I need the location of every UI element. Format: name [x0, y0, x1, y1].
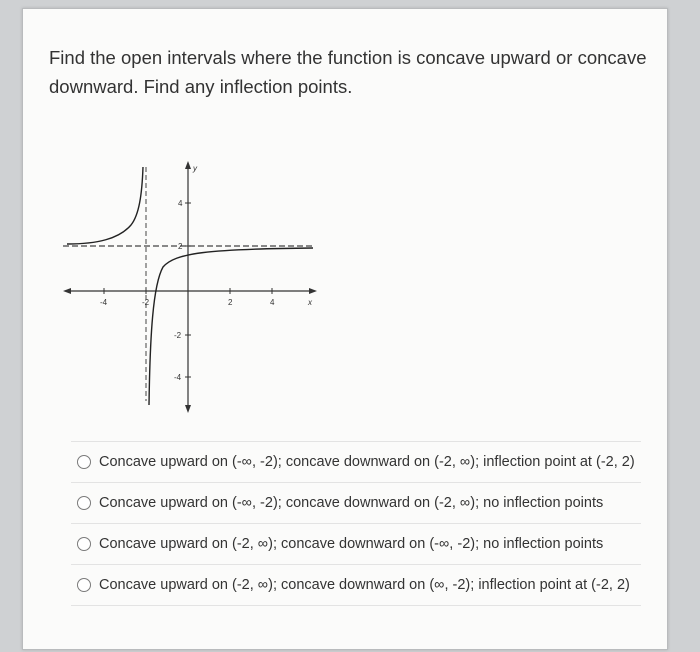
function-graph [57, 155, 327, 417]
tick-label-y-neg2: -2 [174, 331, 182, 340]
radio-button[interactable] [77, 578, 91, 592]
tick-label-y-4: 4 [178, 199, 183, 208]
tick-label-x-neg2: -2 [142, 298, 150, 307]
tick-label-x-neg4: -4 [100, 298, 108, 307]
radio-button[interactable] [77, 496, 91, 510]
answer-option-1[interactable] [71, 441, 641, 482]
tick-label-x-4: 4 [270, 298, 275, 307]
answer-option-label: Concave upward on (-∞, -2); concave downward on (-2, ∞); inflection point at (-2, 2) [99, 454, 635, 470]
answer-option-4[interactable] [71, 564, 641, 606]
answer-option-3[interactable] [71, 523, 641, 564]
x-axis-arrow-right [309, 288, 317, 294]
radio-button[interactable] [77, 455, 91, 469]
answer-option-label: Concave upward on (-2, ∞); concave downward on (∞, -2); inflection point at (-2, 2) [99, 577, 630, 593]
answer-option-label: Concave upward on (-∞, -2); concave downward on (-2, ∞); no inflection points [99, 495, 604, 511]
answer-option-label: Concave upward on (-2, ∞); concave downward on (-∞, -2); no inflection points [99, 536, 604, 552]
radio-button[interactable] [77, 537, 91, 551]
curve-left-branch [67, 167, 143, 244]
tick-label-y-neg4: -4 [174, 373, 182, 382]
answer-options [71, 441, 641, 606]
y-axis-arrow-up [185, 161, 191, 169]
x-axis-arrow-left [63, 288, 71, 294]
tick-label-x-2: 2 [228, 298, 233, 307]
tick-label-y-2: 2 [178, 242, 183, 251]
question-text: Find the open intervals where the function is concave upward or concave downward. Find any inflection points. [49, 47, 647, 97]
x-axis-label: x [308, 298, 312, 307]
y-axis-label: y [193, 164, 197, 173]
answer-option-2[interactable] [71, 482, 641, 523]
question-card [22, 8, 668, 650]
y-axis-arrow-down [185, 405, 191, 413]
